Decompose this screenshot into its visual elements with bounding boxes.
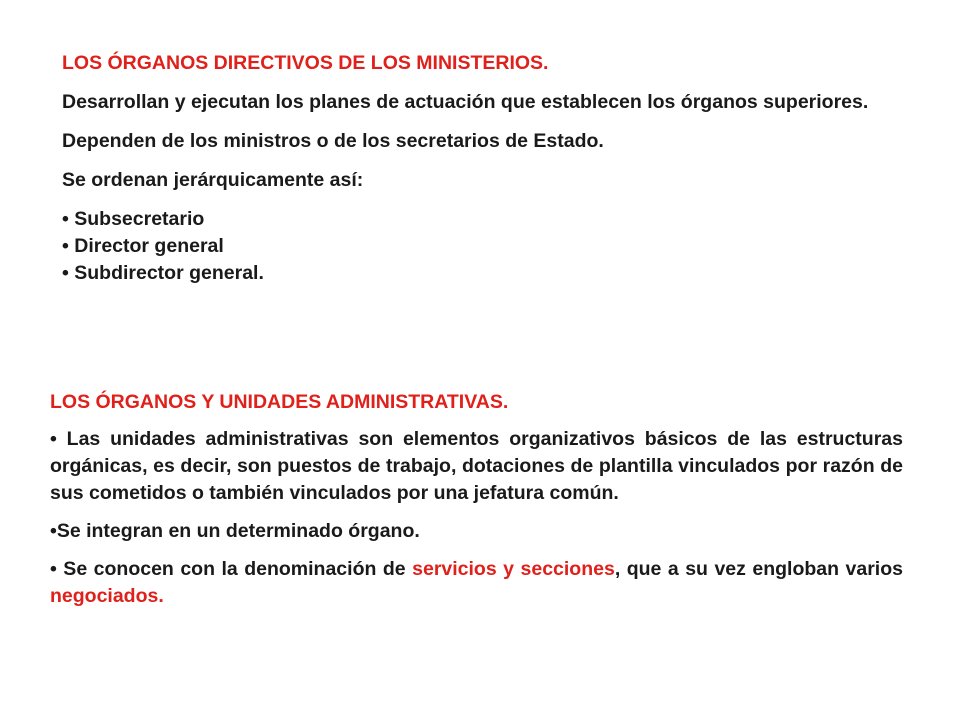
list-item-director-general: • Director general [62,235,224,257]
list-item-subsecretario: • Subsecretario [62,208,205,230]
text-segment: • Se conocen con la denominación de [50,558,413,580]
section-organos-unidades [50,389,903,610]
paragraph-se-ordenan: Se ordenan jerárquicamente así: [62,169,364,191]
highlight-servicios-secciones: servicios y secciones [412,558,615,580]
text-segment: , que a su vez engloban varios [614,558,903,580]
section-organos-directivos [62,50,914,287]
paragraph-se-conocen [50,556,903,610]
highlight-negociados: negociados. [50,585,164,607]
section-title: LOS ÓRGANOS DIRECTIVOS DE LOS MINISTERIOS. [62,52,549,74]
paragraph-unidades-administrativas: • Las unidades administrativas son elementos organizativos básicos de las estructuras orgánicas, es decir, son puestos de trabajo, dotaciones de plantilla vinculados por razón de sus cometidos o también vinculados por una jefatura común. [50,428,903,504]
section-title: LOS ÓRGANOS Y UNIDADES ADMINISTRATIVAS. [50,391,509,413]
list-item-subdirector-general: • Subdirector general. [62,262,264,284]
paragraph-dependen: Dependen de los ministros o de los secretarios de Estado. [62,130,604,152]
paragraph-se-integran: •Se integran en un determinado órgano. [50,520,420,542]
paragraph-desarrollan: Desarrollan y ejecutan los planes de actuación que establecen los órganos superiores. [62,91,869,113]
